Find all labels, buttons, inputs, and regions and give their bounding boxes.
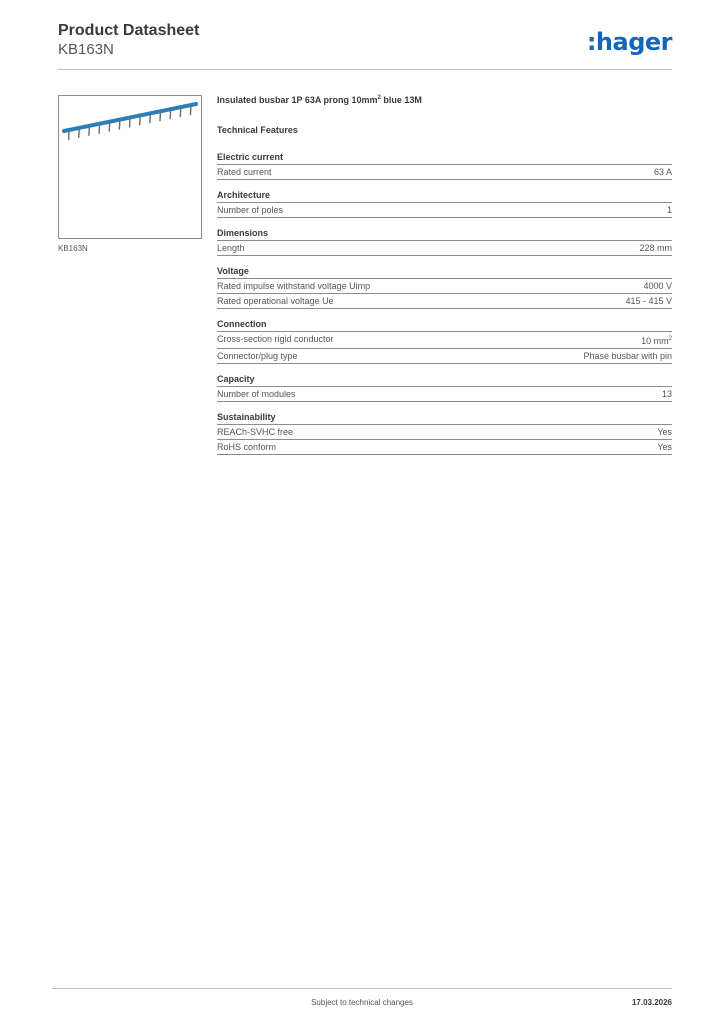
busbar-illustration xyxy=(59,96,201,238)
feature-value xyxy=(667,204,672,217)
section-architecture xyxy=(217,189,672,218)
busbar-prong xyxy=(89,127,90,136)
busbar-prong xyxy=(79,129,80,138)
feature-label: Rated operational voltage Ue xyxy=(217,296,334,306)
busbar-prong xyxy=(140,116,141,125)
busbar-prong xyxy=(190,106,191,115)
feature-value-superscript: 2 xyxy=(668,336,672,342)
feature-value xyxy=(639,242,672,255)
feature-row xyxy=(217,425,672,440)
datasheet-content xyxy=(217,95,672,464)
feature-value xyxy=(583,350,672,363)
feature-row xyxy=(217,165,672,180)
busbar-prong xyxy=(170,110,171,119)
feature-row xyxy=(217,440,672,455)
feature-value xyxy=(657,441,672,454)
feature-label: Number of modules xyxy=(217,389,296,399)
busbar-prong xyxy=(130,119,131,128)
page-header xyxy=(58,20,672,70)
feature-label: REACh-SVHC free xyxy=(217,427,294,437)
section-capacity xyxy=(217,373,672,402)
feature-row xyxy=(217,349,672,364)
product-image xyxy=(58,95,202,239)
hager-logo: :hager xyxy=(586,28,672,56)
document-title: Product Datasheet xyxy=(58,22,200,39)
feature-value-text: Phase busbar with pin xyxy=(583,351,672,361)
footer-note: Subject to technical changes xyxy=(311,998,413,1007)
section-title: Connection xyxy=(217,318,672,332)
feature-value-text: 415 - 415 V xyxy=(625,296,672,306)
feature-value-text: 1 xyxy=(666,205,672,215)
product-description-superscript: 2 xyxy=(377,95,381,101)
section-title: Dimensions xyxy=(217,227,672,241)
section-dimensions xyxy=(217,227,672,256)
section-title: Capacity xyxy=(217,373,672,387)
section-connection xyxy=(217,318,672,364)
feature-label: Cross-section rigid conductor xyxy=(217,334,334,344)
feature-label: Rated current xyxy=(217,167,272,177)
busbar-prong xyxy=(69,131,70,140)
feature-value-text: 63 A xyxy=(653,167,672,177)
product-description-text: Insulated busbar 1P 63A prong 10mm xyxy=(217,95,378,105)
product-description-suffix: blue 13M xyxy=(380,95,422,105)
section-electric-current xyxy=(217,151,672,180)
feature-value-text: 4000 V xyxy=(643,281,672,291)
feature-label: Number of poles xyxy=(217,205,284,215)
feature-value xyxy=(662,388,672,401)
feature-value-text: 13 xyxy=(661,389,672,399)
page-footer xyxy=(52,988,672,1007)
feature-label: Connector/plug type xyxy=(217,351,298,361)
product-description xyxy=(217,95,672,125)
feature-value xyxy=(641,333,672,348)
feature-value-text: 228 mm xyxy=(639,243,672,253)
section-voltage xyxy=(217,265,672,309)
feature-row xyxy=(217,241,672,256)
feature-value xyxy=(643,280,672,293)
section-title: Sustainability xyxy=(217,411,672,425)
feature-row xyxy=(217,387,672,402)
busbar-prong xyxy=(99,125,100,134)
busbar-prong xyxy=(109,123,110,132)
feature-label: Rated impulse withstand voltage Uimp xyxy=(217,281,371,291)
feature-value-text: Yes xyxy=(657,427,672,437)
busbar-prong xyxy=(180,108,181,117)
feature-label: RoHS conform xyxy=(217,442,277,452)
feature-row xyxy=(217,294,672,309)
feature-row xyxy=(217,332,672,349)
feature-value-text: Yes xyxy=(657,442,672,452)
feature-row xyxy=(217,203,672,218)
section-title: Architecture xyxy=(217,189,672,203)
product-code: KB163N xyxy=(58,41,114,58)
footer-date: 17.03.2026 xyxy=(631,998,672,1007)
feature-value xyxy=(657,426,672,439)
feature-value-text: 10 mm xyxy=(641,336,669,346)
busbar-prong xyxy=(119,121,120,130)
busbar-prong xyxy=(160,112,161,121)
feature-row xyxy=(217,279,672,294)
feature-label: Length xyxy=(217,243,245,253)
section-sustainability xyxy=(217,411,672,455)
feature-value xyxy=(654,166,672,179)
product-image-caption: KB163N xyxy=(58,244,88,253)
section-title: Electric current xyxy=(217,151,672,165)
feature-sections xyxy=(217,151,672,455)
busbar-prong xyxy=(150,114,151,123)
feature-value xyxy=(625,295,672,308)
section-title: Voltage xyxy=(217,265,672,279)
technical-features-title: Technical Features xyxy=(217,125,298,135)
